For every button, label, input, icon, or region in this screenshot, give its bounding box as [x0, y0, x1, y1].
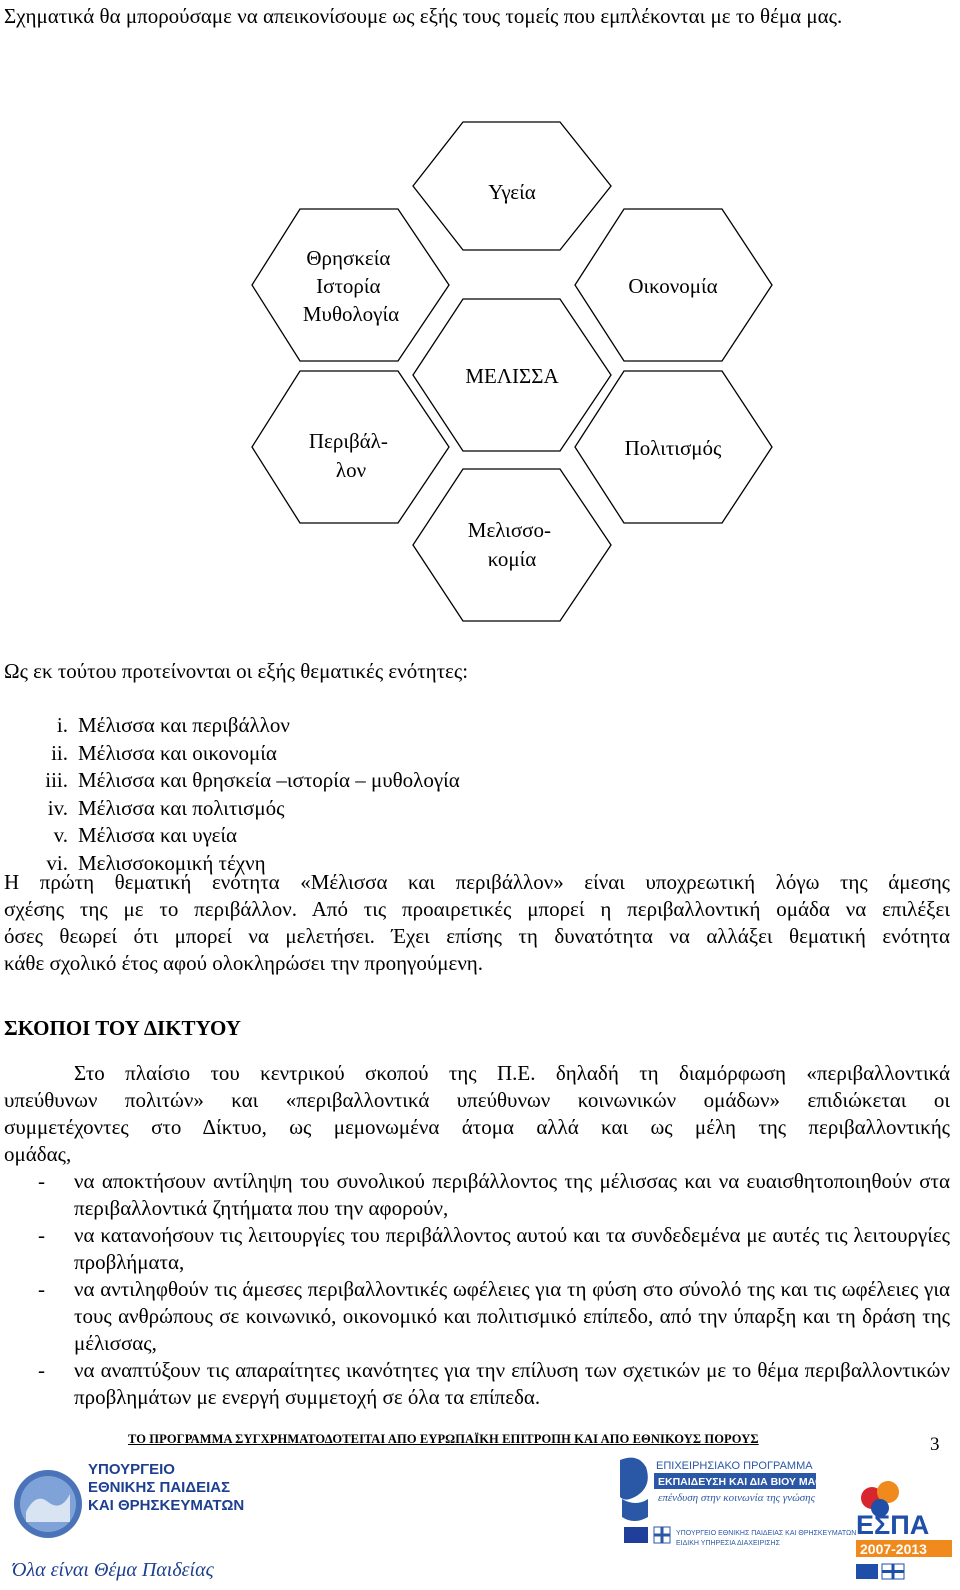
units-explanation-paragraph: Η πρώτη θεματική ενότητα «Μέλισσα και περιβάλλον» είναι υποχρεωτική λόγω της άμεσης σχέσης της με το περιβάλλον. Από τις προαιρετικές μπορεί η περιβαλλοντική ομάδα να επιλέξει όσες θεωρεί ότι μπορεί να μελετήσει. Έχει επίσης τη δυνατότητα να αλλάξει θεματική ενότητα κάθε σχολικό έτος αφού ολοκληρώσει την προηγούμενη.	[4, 870, 950, 975]
hexagon-beekeeping	[413, 469, 611, 621]
label-health: Υγεία	[488, 180, 536, 204]
svg-text:2007-2013: 2007-2013	[860, 1541, 927, 1557]
label-environment: Περιβάλ- λον	[308, 429, 388, 482]
label-culture: Πολιτισμός	[624, 436, 722, 460]
svg-text:ΥΠΟΥΡΓΕΙΟ ΕΘΝΙΚΗΣ ΠΑΙΔΕΙΑΣ ΚΑΙ: ΥΠΟΥΡΓΕΙΟ ΕΘΝΙΚΗΣ ΠΑΙΔΕΙΑΣ ΚΑΙ ΘΡΗΣΚΕΥΜΑΤΩΝ	[676, 1530, 857, 1537]
education-program-logo	[618, 1455, 857, 1587]
list-item: v. Μέλισσα και υγεία	[53, 823, 238, 847]
svg-text:ΕΣΠΑ: ΕΣΠΑ	[856, 1510, 930, 1540]
list-item: - να αποκτήσουν αντίληψη του συνολικού περιβάλλοντος της μέλισσας και να ευαισθητοποιηθούν στα περιβαλλοντικά ζητήματα που την αφορούν,	[38, 1169, 950, 1220]
label-beekeeping: Μελισσο- κομία	[467, 518, 551, 571]
label-bee: ΜΕΛΙΣΣΑ	[465, 364, 559, 388]
ministry-logo	[6, 1452, 256, 1587]
label-religion: Θρησκεία Ιστορία Μυθολογία	[302, 246, 400, 326]
svg-text:ΚΑΙ ΘΡΗΣΚΕΥΜΑΤΩΝ: ΚΑΙ ΘΡΗΣΚΕΥΜΑΤΩΝ	[88, 1497, 245, 1514]
list-item: iv. Μέλισσα και πολιτισμός	[47, 795, 285, 820]
espa-logo	[848, 1462, 958, 1587]
list-item: - να αναπτύξουν τις απαραίτητες ικανότητες για την επίλυση των σχετικών με το θέμα περιβαλλοντικών προβλημάτων με ενεργή συμμετοχή σε όλα τα επίπεδα.	[38, 1358, 950, 1409]
list-item: - να αντιληφθούν τις άμεσες περιβαλλοντικές ωφέλειες για τη φύση στο σύνολό της και τις ωφέλειες για τους ανθρώπους σε κοινωνικό, οικονομικό και πολιτισμικό επίπεδο, από την ύπαρξη και τη δράση της μέλισσας,	[38, 1277, 950, 1355]
svg-text:Όλα είναι Θέμα Παιδείας: Όλα είναι Θέμα Παιδείας	[12, 1559, 214, 1581]
list-item: ii. Μέλισσα και οικονομία	[51, 740, 277, 765]
svg-text:ΕΠΙΧΕΙΡΗΣΙΑΚΟ ΠΡΟΓΡΑΜΜΑ: ΕΠΙΧΕΙΡΗΣΙΑΚΟ ΠΡΟΓΡΑΜΜΑ	[656, 1460, 813, 1472]
thematic-units-list	[4, 712, 460, 877]
bee-sectors-hexagon-diagram	[0, 115, 960, 635]
svg-text:ΥΠΟΥΡΓΕΙΟ: ΥΠΟΥΡΓΕΙΟ	[88, 1461, 175, 1478]
svg-text:ΕΙΔΙΚΗ ΥΠΗΡΕΣΙΑ ΔΙΑΧΕΙΡΙΣΗΣ: ΕΙΔΙΚΗ ΥΠΗΡΕΣΙΑ ΔΙΑΧΕΙΡΙΣΗΣ	[676, 1540, 780, 1547]
list-item: - να κατανοήσουν τις λειτουργίες του περιβάλλοντος αυτού και τα συνδεδεμένα με αυτές τις λειτουργίες προβλήματα,	[38, 1223, 950, 1274]
goals-intro-paragraph: Στο πλαίσιο του κεντρικού σκοπού της Π.Ε. δηλαδή τη διαμόρφωση «περιβαλλοντικά υπεύθυνων πολιτών» και «περιβαλλοντικά υπεύθυνων κοινωνικών ομάδων» επιδιώκεται οι συμμετέχοντες στο Δίκτυο, ως μεμονωμένα άτομα αλλά και ως μέλη της περιβαλλοντικής ομάδας,	[4, 1061, 950, 1166]
svg-text:ΕΘΝΙΚΗΣ ΠΑΙΔΕΙΑΣ: ΕΘΝΙΚΗΣ ΠΑΙΔΕΙΑΣ	[88, 1479, 231, 1496]
list-item: vi. Μελισσοκομική τέχνη	[46, 850, 266, 875]
intro-paragraph: Σχηματικά θα μπορούσαμε να απεικονίσουμε ως εξής τους τομείς που εμπλέκονται με το θέμα μας.	[4, 4, 843, 28]
svg-text:επένδυση στην κοινωνία της γνώ: επένδυση στην κοινωνία της γνώσης	[658, 1492, 816, 1504]
label-economy: Οικονομία	[628, 274, 718, 298]
funding-note: ΤΟ ΠΡΟΓΡΑΜΜΑ ΣΥΓΧΡΗΜΑΤΟΔΟΤΕΙΤΑΙ ΑΠΟ ΕΥΡΩΠΑΪΚΗ ΕΠΙΤΡΟΠΗ ΚΑΙ ΑΠΟ ΕΘΝΙΚΟΥΣ ΠΟΡΟΥΣ	[128, 1432, 759, 1446]
svg-text:ΕΚΠΑΙΔΕΥΣΗ ΚΑΙ ΔΙΑ ΒΙΟΥ ΜΑΘΗΣΗ: ΕΚΠΑΙΔΕΥΣΗ ΚΑΙ ΔΙΑ ΒΙΟΥ ΜΑΘΗΣΗ	[658, 1476, 845, 1488]
goals-list	[4, 1168, 950, 1411]
list-item: i. Μέλισσα και περιβάλλον	[56, 713, 290, 737]
units-lead: Ως εκ τούτου προτείνονται οι εξής θεματικές ενότητες:	[4, 659, 469, 683]
list-item: iii. Μέλισσα και θρησκεία –ιστορία – μυθολογία	[45, 768, 460, 792]
section-heading: ΣΚΟΠΟΙ ΤΟΥ ΔΙΚΤΥΟΥ	[4, 1016, 241, 1040]
page-number: 3	[930, 1434, 940, 1455]
